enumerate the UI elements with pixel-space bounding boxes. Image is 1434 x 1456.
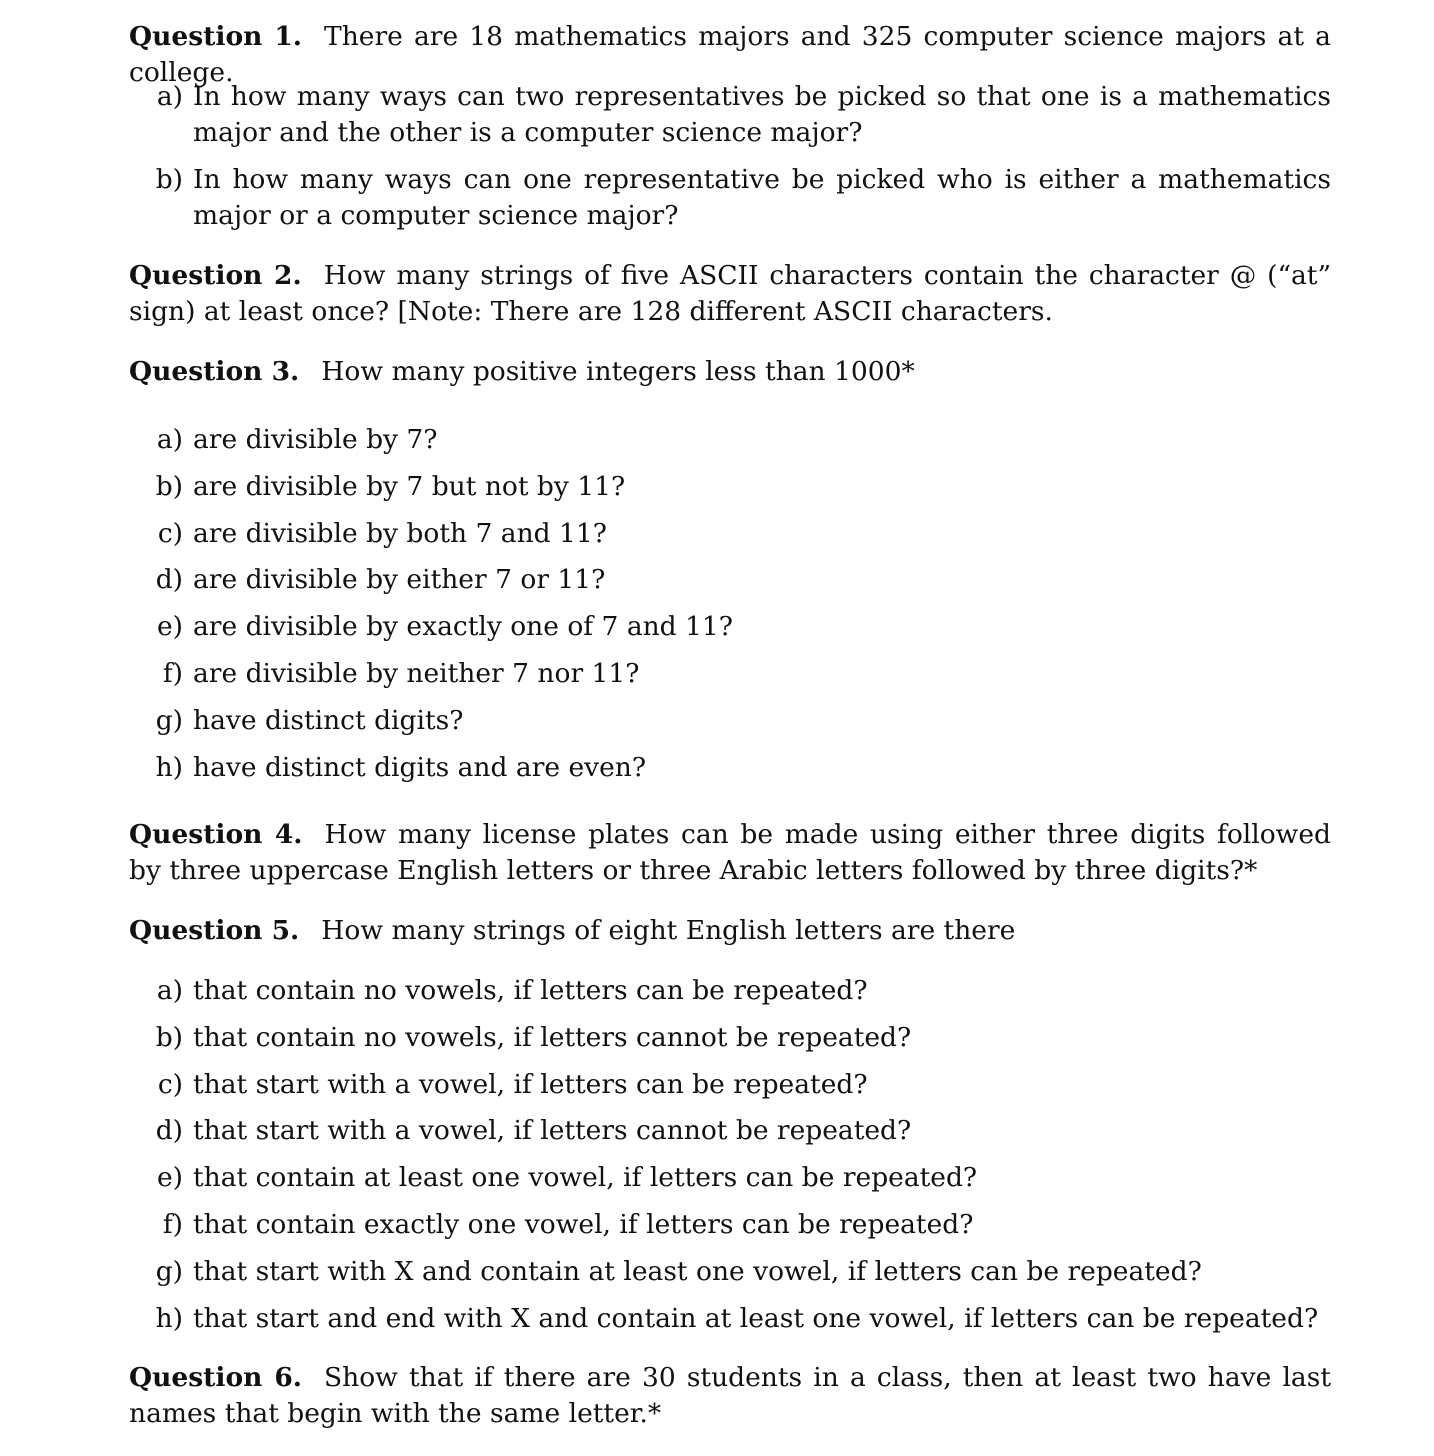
part-label: g) [155, 1255, 183, 1287]
part-text: are divisible by 7? [193, 424, 438, 455]
question-6 [129, 1360, 1331, 1432]
part-text: have distinct digits? [193, 704, 464, 736]
question-text: How many strings of eight English letters are there [321, 915, 1016, 946]
part-label: h) [155, 751, 183, 783]
part-label: e) [156, 1162, 183, 1194]
question-text: How many positive integers less than 1000* [321, 356, 915, 387]
question-2 [129, 258, 1331, 330]
question-part [129, 1254, 1318, 1290]
question-text: How many license plates can be made using either three digits followed by three uppercase English letters or three Arabic letters followed by three digits?* [129, 819, 1332, 886]
part-text: that contain at least one vowel, if letters can be repeated? [193, 1162, 978, 1194]
part-text: have distinct digits and are even? [193, 751, 647, 783]
question-3 [129, 354, 915, 390]
question-text: There are 18 mathematics majors and 325 computer science majors at a college. [129, 21, 1331, 88]
part-label: b) [155, 470, 183, 502]
part-text: that start with a vowel, if letters cannot be repeated? [193, 1115, 912, 1147]
question-label: Question 1. [129, 21, 303, 52]
question-4 [129, 817, 1331, 889]
part-text: are divisible by either 7 or 11? [193, 564, 606, 596]
question-3-parts [129, 422, 733, 796]
question-label: Question 5. [129, 915, 300, 946]
question-part [129, 162, 1331, 234]
part-label: g) [155, 704, 183, 736]
part-text: that contain exactly one vowel, if letters can be repeated? [193, 1208, 974, 1240]
question-label: Question 2. [129, 260, 302, 291]
part-label: c) [157, 517, 183, 549]
question-part [129, 1020, 1318, 1056]
question-part [129, 1301, 1318, 1337]
part-label: a) [156, 975, 183, 1006]
question-part [129, 562, 733, 598]
part-label: c) [157, 1068, 183, 1100]
part-label: b) [155, 164, 183, 195]
question-part [129, 79, 1331, 151]
part-label: a) [156, 424, 183, 455]
part-label: e) [156, 611, 183, 643]
question-label: Question 6. [129, 1362, 302, 1393]
question-part [129, 1067, 1318, 1103]
part-label: f) [162, 657, 183, 689]
part-text: are divisible by 7 but not by 11? [193, 470, 626, 502]
question-text: How many strings of five ASCII characters contain the character @ (“at” sign) at least once? [Note: There are 128 different ASCII characters. [129, 260, 1331, 327]
question-text: Show that if there are 30 students in a class, then at least two have last names that begin with the same letter.* [129, 1362, 1331, 1429]
question-part [129, 422, 733, 458]
question-1-parts [129, 79, 1331, 234]
question-label: Question 3. [129, 356, 300, 387]
part-text: are divisible by both 7 and 11? [193, 517, 607, 549]
part-label: d) [155, 564, 183, 596]
part-text: are divisible by neither 7 nor 11? [193, 657, 640, 689]
part-text: that start with a vowel, if letters can be repeated? [193, 1068, 868, 1100]
part-label: f) [162, 1208, 183, 1240]
part-text: that start and end with X and contain at least one vowel, if letters can be repeated? [193, 1302, 1319, 1334]
question-part [129, 1113, 1318, 1149]
part-label: b) [155, 1021, 183, 1053]
part-text: that contain no vowels, if letters can be repeated? [193, 975, 868, 1006]
question-part [129, 703, 733, 739]
question-part [129, 1160, 1318, 1196]
part-text: In how many ways can two representatives be picked so that one is a mathematics major and the other is a computer science major? [193, 81, 1331, 148]
part-label: d) [155, 1115, 183, 1147]
question-part [129, 609, 733, 645]
part-label: h) [155, 1302, 183, 1334]
question-part [129, 973, 1318, 1009]
part-text: are divisible by exactly one of 7 and 11? [193, 611, 734, 643]
question-5-parts [129, 973, 1318, 1347]
question-5 [129, 913, 1015, 949]
part-label: a) [156, 81, 183, 112]
part-text: In how many ways can one representative be picked who is either a mathematics major or a computer science major? [193, 164, 1331, 231]
question-label: Question 4. [129, 819, 303, 850]
question-part [129, 469, 733, 505]
part-text: that contain no vowels, if letters cannot be repeated? [193, 1021, 912, 1053]
question-part [129, 1207, 1318, 1243]
question-part [129, 516, 733, 552]
part-text: that start with X and contain at least one vowel, if letters can be repeated? [193, 1255, 1202, 1287]
question-part [129, 656, 733, 692]
question-part [129, 750, 733, 786]
